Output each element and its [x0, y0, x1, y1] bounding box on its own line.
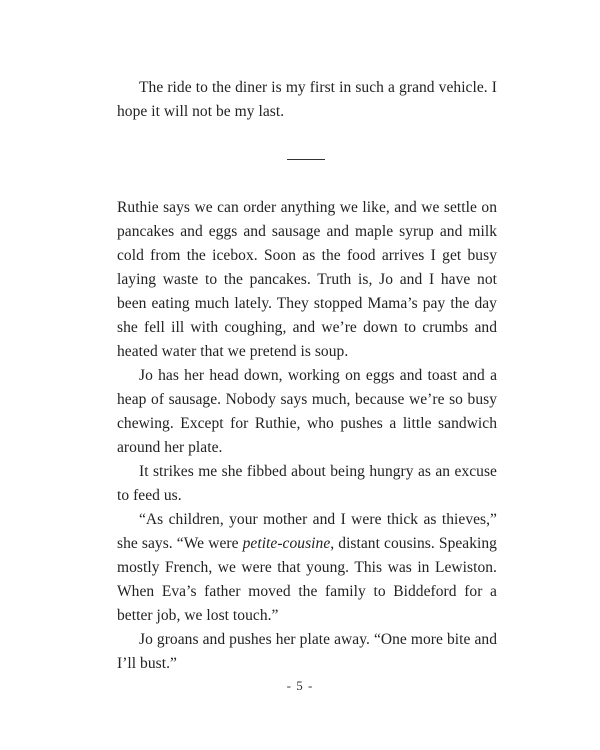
paragraph-ruthie-order: Ruthie says we can order anything we like, and we settle on pancakes and eggs and sausage and maple syrup and milk cold from the icebox. Soon as the food arrives I get busy laying waste to the pancakes. Truth is, Jo and I have not been eating much lately. They stopped Mama’s pay the day she fell ill with coughing, and we’re down to crumbs and heated water that we pretend is soup.	[117, 199, 497, 360]
paragraph-fibbed: It strikes me she fibbed about being hungry as an excuse to feed us.	[117, 463, 497, 504]
main-text-block	[117, 196, 497, 676]
section-break-rule	[287, 159, 325, 160]
cousins-text-after: , distant cousins. Speaking mostly French, we were that young. This was in Lewiston. When Eva’s father moved the family to Biddeford for a better job, we lost touch.”	[117, 535, 497, 624]
paragraph-jo-groans: Jo groans and pushes her plate away. “One more bite and I’ll bust.”	[117, 631, 497, 672]
page-number: - 5 -	[286, 678, 314, 693]
paragraph-jo-eating: Jo has her head down, working on eggs and toast and a heap of sausage. Nobody says much, because we’re so busy chewing. Except for Ruthie, who pushes a little sandwich around her plate.	[117, 367, 497, 456]
paragraph-ride-to-diner: The ride to the diner is my first in such a grand vehicle. I hope it will not be my last.	[117, 79, 497, 120]
paragraph-cousins	[117, 508, 497, 628]
opening-text-block	[117, 76, 497, 124]
cousins-text-italic: petite-cousine	[242, 535, 331, 552]
cousins-text-before: “As children, your mother and I were thick as thieves,” she says. “We were	[117, 511, 497, 552]
